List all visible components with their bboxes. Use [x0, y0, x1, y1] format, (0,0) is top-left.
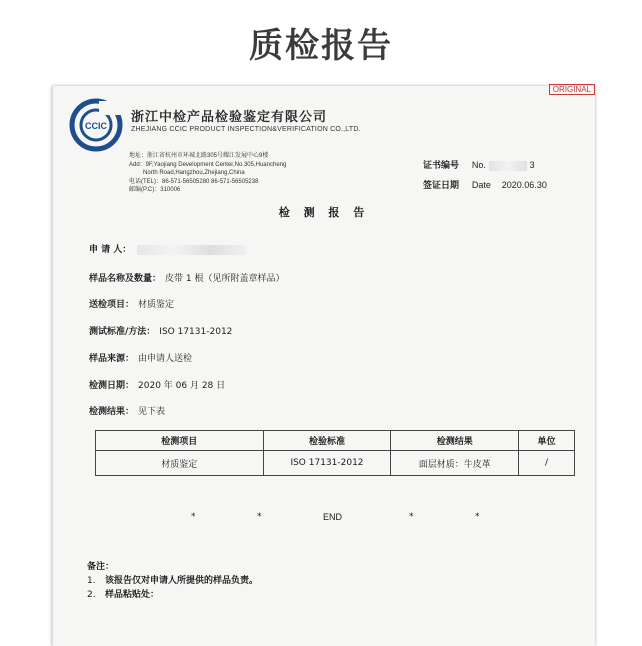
certificate-number-label: 证书编号 [423, 161, 460, 171]
remarks [87, 560, 258, 602]
table-header: 单位 [519, 431, 575, 451]
field-label: 样品名称及数量： [89, 274, 162, 284]
remark-number: 1. [87, 576, 96, 586]
end-marker [53, 512, 595, 524]
field-applicant [89, 242, 247, 255]
results-table [95, 430, 575, 476]
table-header: 检测结果 [391, 431, 519, 451]
original-stamp: ORIGINAL [549, 84, 595, 95]
field-value: 2020 年 06 月 28 日 [138, 381, 226, 391]
field-label: 检测结果： [89, 407, 135, 417]
field-sample [89, 271, 284, 284]
table-header: 检测项目 [96, 431, 264, 451]
field-label: 申 请 人： [89, 245, 132, 255]
field-label: 样品来源： [89, 354, 135, 364]
end-star: * [257, 512, 262, 522]
remark-item [87, 574, 258, 588]
postcode-line: 邮编(P.C)：310006 [129, 187, 181, 193]
field-date [89, 378, 225, 391]
report-title: 检 测 报 告 [278, 206, 370, 219]
remark-text: 样品粘贴处： [105, 590, 160, 600]
page-title: 质检报告 [249, 26, 393, 66]
certificate-date-value: 2020.06.30 [501, 180, 547, 190]
address-line: Add：9F,Yaojiang Development Center,No.305,Huancheng [129, 161, 287, 168]
end-text: END [323, 512, 343, 522]
certificate-number-prefix: No. [471, 160, 486, 170]
certificate-date-label: 签证日期 [423, 181, 460, 191]
address-line: 地址：浙江省杭州市环城北路305号耀江发展中心9楼 [129, 153, 269, 159]
table-row [96, 451, 575, 476]
certificate-number-suffix: 3 [529, 160, 535, 170]
field-item [89, 297, 174, 310]
table-cell: / [519, 451, 575, 476]
table-cell: 材质鉴定 [96, 451, 264, 476]
table-cell: ISO 17131-2012 [263, 451, 391, 476]
remarks-heading: 备注： [87, 562, 115, 572]
field-standard [89, 324, 232, 337]
field-label: 测试标准/方法： [89, 327, 156, 337]
field-value: 材质鉴定 [138, 300, 175, 310]
field-source [89, 351, 192, 364]
field-value: 皮带 1 根（见所附盖章样品） [165, 274, 285, 284]
field-label: 送检项目： [89, 300, 135, 310]
end-star: * [191, 512, 196, 522]
redacted-number [489, 161, 527, 171]
field-value: ISO 17131-2012 [159, 327, 233, 337]
logo-text: CCIC [85, 121, 107, 131]
address-line: North Road,Hangzhou,Zhejiang,China [143, 170, 245, 176]
table-header: 检验标准 [263, 431, 391, 451]
redacted-applicant [137, 245, 247, 255]
field-label: 检测日期： [89, 381, 135, 391]
ccic-logo-icon [69, 98, 123, 152]
certificate-date [423, 178, 547, 191]
inspection-report-sheet [52, 86, 595, 646]
field-value: 见下表 [138, 407, 166, 417]
remark-number: 2. [87, 590, 96, 600]
field-value: 由申请人送检 [138, 354, 193, 364]
certificate-date-prefix: Date [471, 180, 491, 190]
address-block [129, 152, 399, 195]
end-star: * [409, 512, 414, 522]
remark-text: 该报告仅对申请人所提供的样品负责。 [105, 576, 259, 586]
certificate-number [423, 158, 535, 171]
table-cell: 面层材质：牛皮革 [391, 451, 519, 476]
field-result [89, 404, 165, 417]
table-header-row [96, 431, 575, 451]
company-name-en: ZHEJIANG CCIC PRODUCT INSPECTION&VERIFICATION CO.,LTD. [131, 126, 361, 133]
remark-item [87, 588, 258, 602]
phone-line: 电话(TEL)：86-571-56505280 86-571-56505238 [129, 178, 259, 185]
company-name-cn: 浙江中检产品检验鉴定有限公司 [131, 110, 328, 125]
end-star: * [475, 512, 480, 522]
